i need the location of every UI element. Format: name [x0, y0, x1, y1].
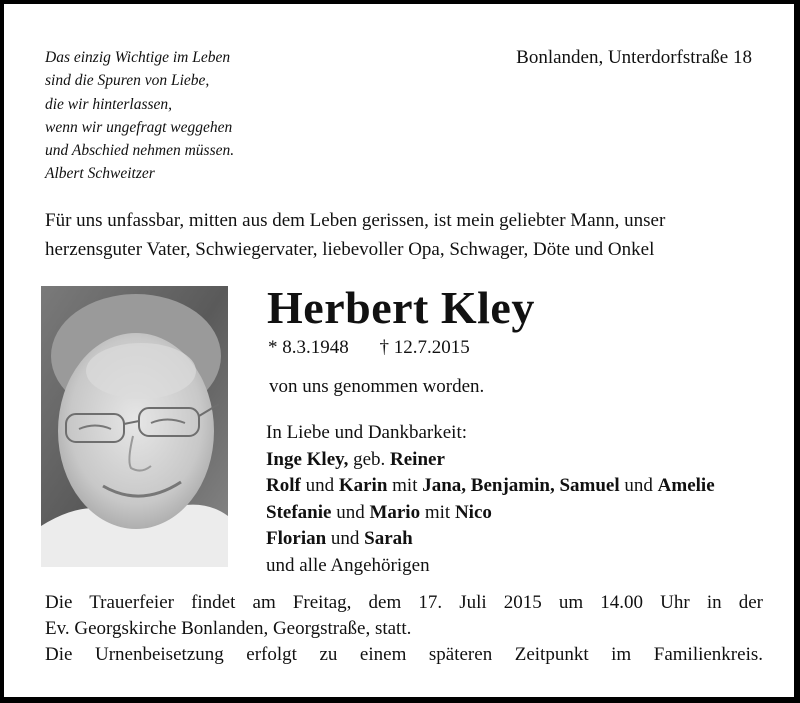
connector-text: geb. — [348, 448, 391, 470]
maiden-name: Reiner — [390, 448, 445, 470]
intro-text — [45, 206, 763, 264]
intro-line: herzensguter Vater, Schwiegervater, liebevoller Opa, Schwager, Döte und Onkel — [45, 239, 655, 260]
death-cross-icon: † — [379, 337, 389, 358]
mourners-closing: und alle Angehörigen — [266, 554, 430, 576]
mourner-line — [266, 526, 715, 553]
quote-line: wenn wir ungefragt weggehen — [45, 118, 233, 136]
quote-line: Das einzig Wichtige im Leben — [45, 49, 231, 66]
life-dates — [268, 337, 470, 359]
connector-text: und — [300, 475, 339, 496]
portrait-photo — [41, 286, 228, 567]
quote-line: und Abschied nehmen müssen. — [45, 142, 235, 160]
mourner-line — [266, 447, 715, 474]
intro-line: Für uns unfassbar, mitten aus dem Leben gerissen, ist mein geliebter Mann, unser — [45, 210, 666, 231]
connector-text: und — [331, 501, 370, 523]
mourner-name: Stefanie — [266, 501, 332, 523]
mourner-name: Sarah — [364, 528, 413, 549]
mourner-name: Mario — [369, 501, 421, 523]
funeral-line: Die Trauerfeier findet am Freitag, dem 17. Juli 2015 um 14.00 Uhr in der — [45, 592, 763, 613]
urn-burial-line: Die Urnenbeisetzung erfolgt zu einem späteren Zeitpunkt im Familienkreis. — [45, 644, 763, 665]
mourners-list — [266, 420, 715, 579]
mourner-line — [266, 500, 715, 527]
mourner-name: Jana, Benjamin, Samuel — [422, 475, 620, 496]
mourner-name: Inge Kley, — [266, 448, 349, 470]
memorial-quote — [45, 46, 234, 186]
quote-line: die wir hinterlassen, — [45, 95, 173, 113]
connector-text: und — [326, 528, 365, 549]
death-date: 12.7.2015 — [393, 337, 470, 358]
funeral-details — [45, 590, 763, 668]
mourner-name: Nico — [454, 501, 492, 523]
connector-text: mit — [387, 475, 423, 496]
mourner-name: Florian — [266, 528, 327, 549]
portrait-image — [41, 286, 228, 567]
funeral-line: Ev. Georgskirche Bonlanden, Georgstraße, statt. — [45, 618, 412, 639]
mourner-name: Rolf — [266, 475, 301, 496]
quote-author: Albert Schweitzer — [45, 165, 155, 183]
deceased-name: Herbert Kley — [267, 282, 535, 333]
birth-date: 8.3.1948 — [282, 337, 349, 358]
connector-text: mit — [420, 501, 455, 523]
family-address: Bonlanden, Unterdorfstraße 18 — [516, 47, 752, 68]
taken-from-us-text: von uns genommen worden. — [269, 376, 485, 397]
mourner-name: Karin — [338, 475, 388, 496]
mourner-line — [266, 473, 715, 500]
quote-line: sind die Spuren von Liebe, — [45, 72, 210, 90]
connector-text: und — [619, 475, 658, 496]
mourners-heading: In Liebe und Dankbarkeit: — [266, 422, 468, 443]
mourner-name: Amelie — [657, 475, 715, 496]
birth-star-icon: * — [268, 337, 278, 358]
